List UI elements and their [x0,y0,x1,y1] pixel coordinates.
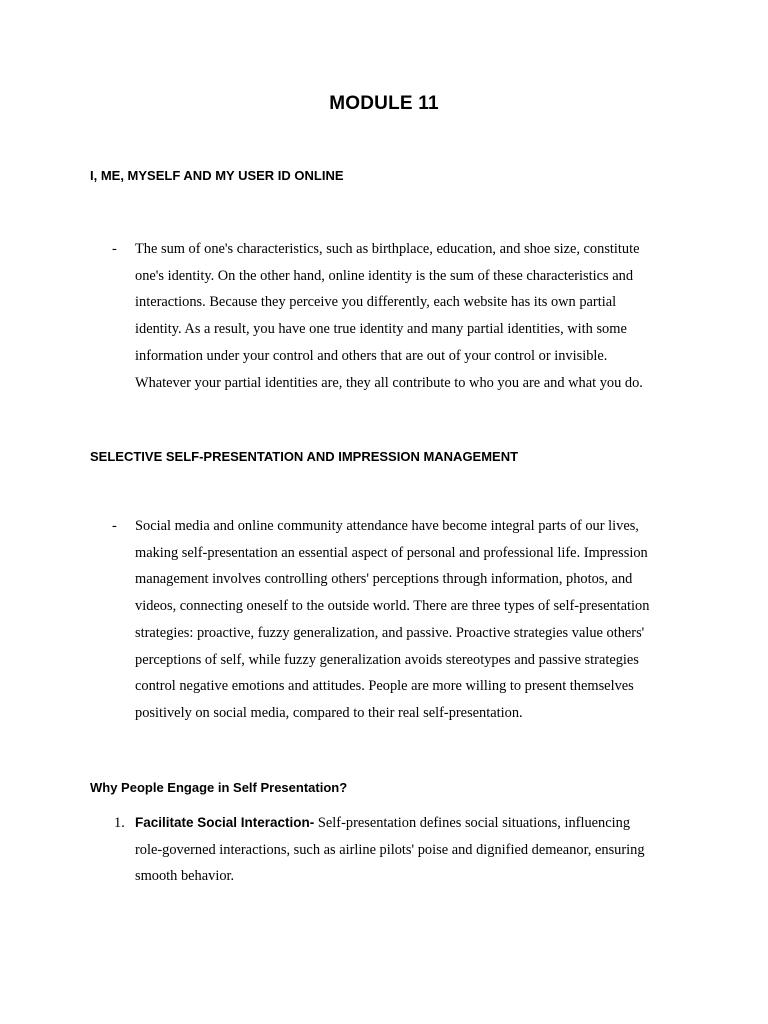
paragraph-line: identity. As a result, you have one true identity and many partial identities, with some [135,321,627,338]
paragraph-line: Whatever your partial identities are, they all contribute to who you are and what you do. [135,374,643,391]
paragraph-line: control negative emotions and attitudes. People are more willing to present themselves [135,678,634,695]
paragraph-line: positively on social media, compared to their real self-presentation. [135,704,523,721]
paragraph-line: strategies: proactive, fuzzy generalization, and passive. Proactive strategies value others' [135,624,645,641]
list-item-first-line [135,810,695,837]
paragraph-line: perceptions of self, while fuzzy generalization avoids stereotypes and passive strategies [135,651,639,668]
bullet-marker: - [112,518,117,534]
section-heading-why-people: Why People Engage in Self Presentation? [90,780,348,795]
list-item-facilitate [135,810,695,890]
paragraph-line: interactions. Because they perceive you differently, each website has its own partial [135,294,617,311]
paragraph-line: smooth behavior. [135,868,235,885]
section-heading-user-id: I, ME, MYSELF AND MY USER ID ONLINE [90,168,344,183]
paragraph-line: information under your control and others that are out of your control or invisible. [135,347,608,364]
page-title: MODULE 11 [329,93,439,114]
paragraph-line: Social media and online community attendance have become integral parts of our lives, [135,518,639,534]
list-item-text: Self-presentation defines social situations, influencing [314,815,631,831]
paragraph-line: role-governed interactions, such as airline pilots' poise and dignified demeanor, ensuring [135,841,645,858]
paragraph-line: management involves controlling others' perceptions through information, photos, and [135,571,633,588]
paragraph-line: The sum of one's characteristics, such as birthplace, education, and shoe size, constitute [135,241,640,257]
paragraph-line: videos, connecting oneself to the outside world. There are three types of self-presentation [135,598,650,615]
list-item-term: Facilitate Social Interaction- [135,815,315,830]
paragraph-line: making self-presentation an essential aspect of personal and professional life. Impression [135,544,648,561]
list-number: 1. [114,815,125,831]
section-heading-self-presentation: SELECTIVE SELF-PRESENTATION AND IMPRESSION MANAGEMENT [90,449,519,464]
bullet-marker: - [112,241,117,257]
paragraph-online-identity [135,236,695,396]
paragraph-line: one's identity. On the other hand, online identity is the sum of these characteristics and [135,267,634,284]
paragraph-impression-management [135,513,695,727]
